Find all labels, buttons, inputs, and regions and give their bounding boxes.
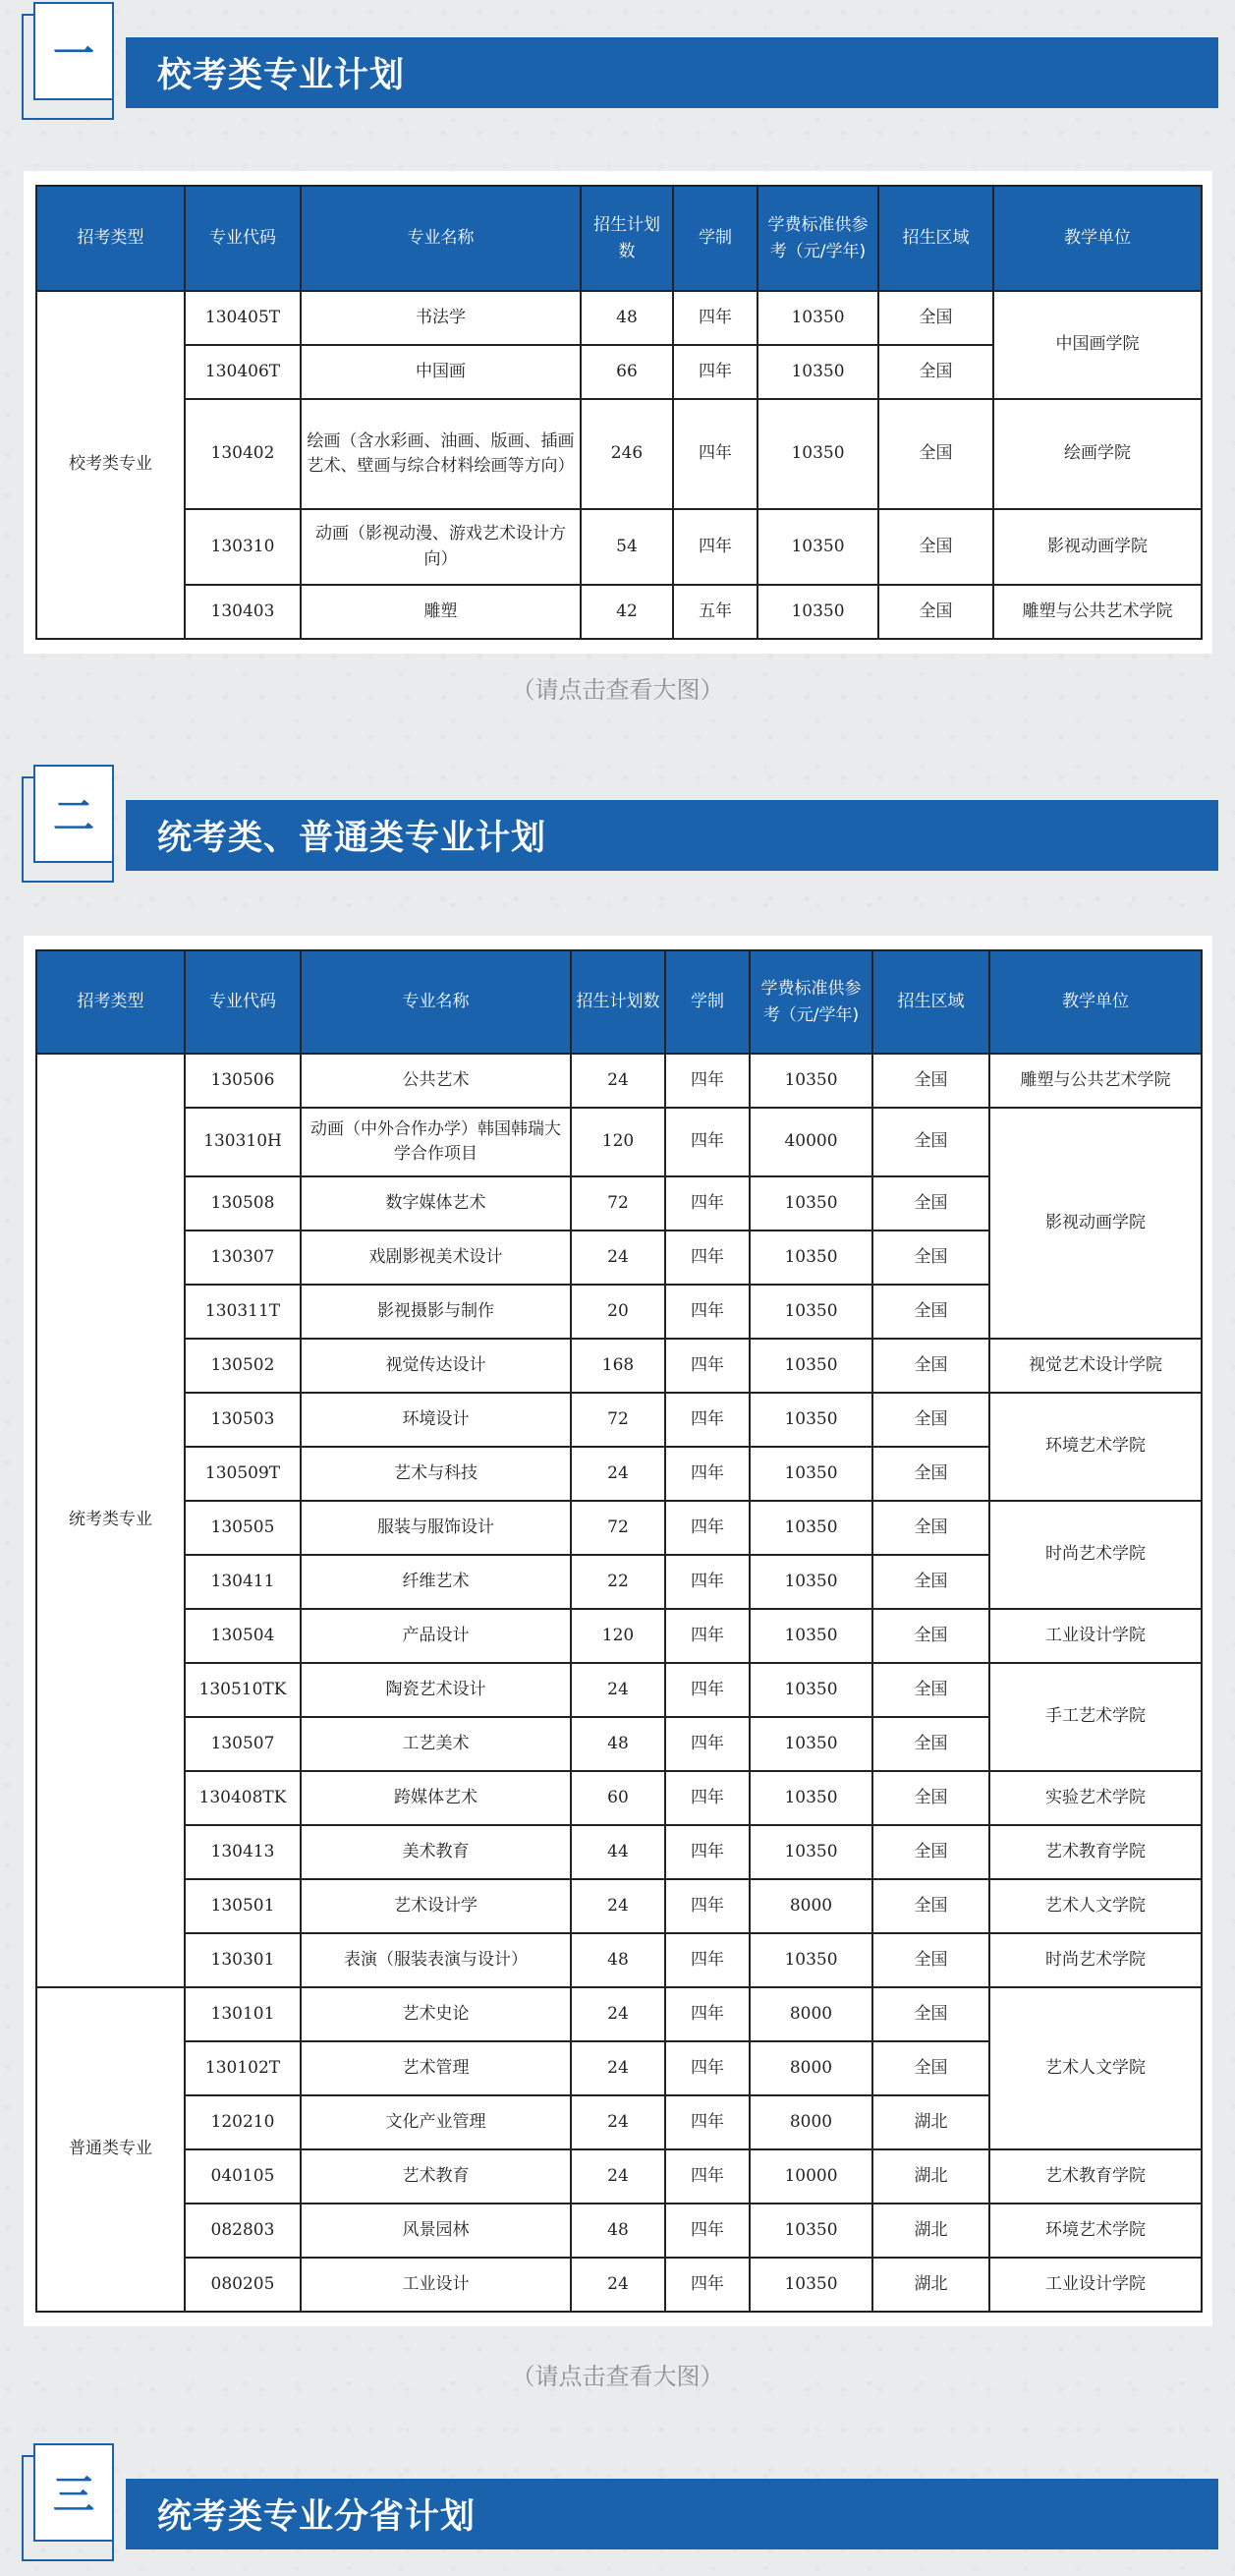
table-row bbox=[36, 1054, 1202, 1108]
fee-cell: 10350 bbox=[750, 1339, 872, 1393]
header-cell: 招生计划数 bbox=[581, 186, 673, 291]
plan-count-cell: 120 bbox=[571, 1609, 665, 1663]
code-cell: 130101 bbox=[185, 1987, 301, 2041]
table-row bbox=[36, 291, 1202, 345]
duration-cell: 四年 bbox=[665, 1663, 750, 1717]
major-name-cell: 艺术教育 bbox=[301, 2149, 571, 2204]
plan-count-cell: 66 bbox=[581, 345, 673, 399]
code-cell: 130405T bbox=[185, 291, 301, 345]
header-cell: 学费标准供参考（元/学年) bbox=[750, 950, 872, 1054]
duration-cell: 四年 bbox=[665, 1447, 750, 1501]
major-name-cell: 戏剧影视美术设计 bbox=[301, 1231, 571, 1285]
duration-cell: 四年 bbox=[665, 2041, 750, 2095]
code-cell: 130505 bbox=[185, 1501, 301, 1555]
major-name-cell: 跨媒体艺术 bbox=[301, 1771, 571, 1825]
region-cell: 湖北 bbox=[872, 2258, 989, 2312]
plan-table-card-1[interactable] bbox=[24, 171, 1212, 654]
fee-cell: 8000 bbox=[750, 2095, 872, 2149]
header-cell: 专业代码 bbox=[185, 186, 301, 291]
code-cell: 130408TK bbox=[185, 1771, 301, 1825]
header-cell: 招生区域 bbox=[872, 950, 989, 1054]
region-cell: 全国 bbox=[872, 1717, 989, 1771]
major-name-cell: 书法学 bbox=[301, 291, 581, 345]
plan-count-cell: 72 bbox=[571, 1393, 665, 1447]
plan-count-cell: 60 bbox=[571, 1771, 665, 1825]
region-cell: 湖北 bbox=[872, 2095, 989, 2149]
table-row bbox=[36, 509, 1202, 585]
view-large-image-link[interactable]: （请点击查看大图） bbox=[511, 2363, 724, 2390]
duration-cell: 四年 bbox=[665, 1555, 750, 1609]
fee-cell: 8000 bbox=[750, 1987, 872, 2041]
plan-count-cell: 48 bbox=[581, 291, 673, 345]
table-row bbox=[36, 1609, 1202, 1663]
plan-count-cell: 42 bbox=[581, 585, 673, 639]
major-name-cell: 工艺美术 bbox=[301, 1717, 571, 1771]
category-cell: 统考类专业 bbox=[36, 1054, 185, 1987]
header-cell: 学制 bbox=[673, 186, 758, 291]
header-cell: 教学单位 bbox=[993, 186, 1202, 291]
header-cell: 招考类型 bbox=[36, 186, 185, 291]
major-name-cell: 工业设计 bbox=[301, 2258, 571, 2312]
plan-count-cell: 24 bbox=[571, 2041, 665, 2095]
section-title: 校考类专业计划 bbox=[126, 37, 1218, 108]
major-name-cell: 纤维艺术 bbox=[301, 1555, 571, 1609]
section-header-2 bbox=[0, 763, 1235, 890]
code-cell: 130506 bbox=[185, 1054, 301, 1108]
table-row bbox=[36, 399, 1202, 509]
duration-cell: 四年 bbox=[665, 1231, 750, 1285]
code-cell: 120210 bbox=[185, 2095, 301, 2149]
section-header-1 bbox=[0, 0, 1235, 128]
fee-cell: 10350 bbox=[758, 291, 878, 345]
code-cell: 130102T bbox=[185, 2041, 301, 2095]
region-cell: 全国 bbox=[872, 1108, 989, 1176]
fee-cell: 10350 bbox=[750, 1609, 872, 1663]
fee-cell: 10350 bbox=[750, 1663, 872, 1717]
table-row bbox=[36, 1771, 1202, 1825]
unit-cell: 艺术教育学院 bbox=[989, 2149, 1202, 2204]
region-cell: 全国 bbox=[872, 1933, 989, 1987]
major-name-cell: 表演（服装表演与设计） bbox=[301, 1933, 571, 1987]
duration-cell: 四年 bbox=[665, 1285, 750, 1339]
fee-cell: 10350 bbox=[750, 1054, 872, 1108]
category-cell: 普通类专业 bbox=[36, 1987, 185, 2312]
plan-count-cell: 168 bbox=[571, 1339, 665, 1393]
code-cell: 130307 bbox=[185, 1231, 301, 1285]
unit-cell: 工业设计学院 bbox=[989, 2258, 1202, 2312]
fee-cell: 10350 bbox=[750, 1393, 872, 1447]
table-row bbox=[36, 1108, 1202, 1176]
region-cell: 全国 bbox=[872, 1879, 989, 1933]
duration-cell: 四年 bbox=[673, 399, 758, 509]
code-cell: 130413 bbox=[185, 1825, 301, 1879]
table-row bbox=[36, 1339, 1202, 1393]
fee-cell: 10350 bbox=[750, 1555, 872, 1609]
header-cell: 招生区域 bbox=[878, 186, 993, 291]
header-cell: 专业名称 bbox=[301, 950, 571, 1054]
plan-count-cell: 24 bbox=[571, 1231, 665, 1285]
plan-count-cell: 22 bbox=[571, 1555, 665, 1609]
duration-cell: 四年 bbox=[673, 291, 758, 345]
unit-cell: 工业设计学院 bbox=[989, 1609, 1202, 1663]
region-cell: 全国 bbox=[878, 585, 993, 639]
section-number: 二 bbox=[33, 765, 114, 863]
duration-cell: 四年 bbox=[665, 1717, 750, 1771]
major-name-cell: 绘画（含水彩画、油画、版画、插画艺术、壁画与综合材料绘画等方向） bbox=[301, 399, 581, 509]
plan-count-cell: 24 bbox=[571, 2149, 665, 2204]
table-header-row bbox=[36, 186, 1202, 291]
fee-cell: 10350 bbox=[750, 1285, 872, 1339]
plan-count-cell: 54 bbox=[581, 509, 673, 585]
region-cell: 全国 bbox=[872, 1231, 989, 1285]
fee-cell: 10350 bbox=[750, 1231, 872, 1285]
duration-cell: 四年 bbox=[665, 2149, 750, 2204]
code-cell: 040105 bbox=[185, 2149, 301, 2204]
duration-cell: 四年 bbox=[665, 2258, 750, 2312]
code-cell: 130507 bbox=[185, 1717, 301, 1771]
region-cell: 全国 bbox=[872, 1393, 989, 1447]
duration-cell: 四年 bbox=[665, 1054, 750, 1108]
section-header-3 bbox=[0, 2441, 1235, 2569]
table-row bbox=[36, 1663, 1202, 1717]
plan-count-cell: 72 bbox=[571, 1176, 665, 1231]
table-row bbox=[36, 1879, 1202, 1933]
unit-cell: 雕塑与公共艺术学院 bbox=[989, 1054, 1202, 1108]
code-cell: 130311T bbox=[185, 1285, 301, 1339]
region-cell: 湖北 bbox=[872, 2204, 989, 2258]
major-name-cell: 艺术设计学 bbox=[301, 1879, 571, 1933]
fee-cell: 10350 bbox=[750, 1933, 872, 1987]
region-cell: 全国 bbox=[878, 291, 993, 345]
region-cell: 全国 bbox=[872, 1825, 989, 1879]
region-cell: 全国 bbox=[872, 1609, 989, 1663]
major-name-cell: 数字媒体艺术 bbox=[301, 1176, 571, 1231]
plan-count-cell: 24 bbox=[571, 2258, 665, 2312]
region-cell: 全国 bbox=[878, 399, 993, 509]
plan-table-card-2[interactable] bbox=[24, 936, 1212, 2326]
table-row bbox=[36, 2204, 1202, 2258]
plan-count-cell: 24 bbox=[571, 1987, 665, 2041]
section-title: 统考类、普通类专业计划 bbox=[126, 800, 1218, 871]
major-name-cell: 动画（影视动漫、游戏艺术设计方向） bbox=[301, 509, 581, 585]
fee-cell: 10350 bbox=[750, 2258, 872, 2312]
code-cell: 130510TK bbox=[185, 1663, 301, 1717]
fee-cell: 10350 bbox=[758, 509, 878, 585]
fee-cell: 10350 bbox=[758, 585, 878, 639]
fee-cell: 8000 bbox=[750, 2041, 872, 2095]
major-name-cell: 艺术与科技 bbox=[301, 1447, 571, 1501]
table-row bbox=[36, 1501, 1202, 1555]
region-cell: 全国 bbox=[872, 1054, 989, 1108]
code-cell: 130508 bbox=[185, 1176, 301, 1231]
plan-count-cell: 48 bbox=[571, 1717, 665, 1771]
table-row bbox=[36, 2149, 1202, 2204]
region-cell: 全国 bbox=[872, 1771, 989, 1825]
duration-cell: 四年 bbox=[665, 1501, 750, 1555]
region-cell: 全国 bbox=[872, 2041, 989, 2095]
major-name-cell: 产品设计 bbox=[301, 1609, 571, 1663]
code-cell: 130301 bbox=[185, 1933, 301, 1987]
major-name-cell: 雕塑 bbox=[301, 585, 581, 639]
code-cell: 130403 bbox=[185, 585, 301, 639]
fee-cell: 40000 bbox=[750, 1108, 872, 1176]
duration-cell: 四年 bbox=[665, 1933, 750, 1987]
major-name-cell: 中国画 bbox=[301, 345, 581, 399]
duration-cell: 四年 bbox=[665, 2095, 750, 2149]
major-name-cell: 艺术管理 bbox=[301, 2041, 571, 2095]
unit-cell: 影视动画学院 bbox=[993, 509, 1202, 585]
major-name-cell: 环境设计 bbox=[301, 1393, 571, 1447]
duration-cell: 五年 bbox=[673, 585, 758, 639]
plan-count-cell: 24 bbox=[571, 2095, 665, 2149]
header-cell: 教学单位 bbox=[989, 950, 1202, 1054]
table-row bbox=[36, 1987, 1202, 2041]
unit-cell: 艺术教育学院 bbox=[989, 1825, 1202, 1879]
major-name-cell: 艺术史论 bbox=[301, 1987, 571, 2041]
plan-count-cell: 24 bbox=[571, 1663, 665, 1717]
section-title: 统考类专业分省计划 bbox=[126, 2479, 1218, 2549]
duration-cell: 四年 bbox=[673, 509, 758, 585]
major-name-cell: 公共艺术 bbox=[301, 1054, 571, 1108]
code-cell: 130310H bbox=[185, 1108, 301, 1176]
duration-cell: 四年 bbox=[665, 1393, 750, 1447]
region-cell: 全国 bbox=[878, 509, 993, 585]
code-cell: 130502 bbox=[185, 1339, 301, 1393]
section-number: 一 bbox=[33, 2, 114, 100]
region-cell: 湖北 bbox=[872, 2149, 989, 2204]
view-large-image-link[interactable]: （请点击查看大图） bbox=[511, 676, 724, 704]
duration-cell: 四年 bbox=[665, 2204, 750, 2258]
table-row bbox=[36, 1393, 1202, 1447]
unit-cell: 艺术人文学院 bbox=[989, 1879, 1202, 1933]
region-cell: 全国 bbox=[872, 1447, 989, 1501]
region-cell: 全国 bbox=[872, 1176, 989, 1231]
plan-count-cell: 48 bbox=[571, 1933, 665, 1987]
code-cell: 130411 bbox=[185, 1555, 301, 1609]
header-cell: 招生计划数 bbox=[571, 950, 665, 1054]
header-cell: 学制 bbox=[665, 950, 750, 1054]
unit-cell: 雕塑与公共艺术学院 bbox=[993, 585, 1202, 639]
table-header-row bbox=[36, 950, 1202, 1054]
duration-cell: 四年 bbox=[665, 1825, 750, 1879]
plan-count-cell: 48 bbox=[571, 2204, 665, 2258]
table-row bbox=[36, 1825, 1202, 1879]
code-cell: 082803 bbox=[185, 2204, 301, 2258]
major-name-cell: 服装与服饰设计 bbox=[301, 1501, 571, 1555]
unit-cell: 中国画学院 bbox=[993, 291, 1202, 399]
unit-cell: 环境艺术学院 bbox=[989, 2204, 1202, 2258]
fee-cell: 10350 bbox=[750, 2204, 872, 2258]
header-cell: 招考类型 bbox=[36, 950, 185, 1054]
code-cell: 130509T bbox=[185, 1447, 301, 1501]
duration-cell: 四年 bbox=[665, 1771, 750, 1825]
code-cell: 130310 bbox=[185, 509, 301, 585]
duration-cell: 四年 bbox=[665, 1339, 750, 1393]
major-name-cell: 文化产业管理 bbox=[301, 2095, 571, 2149]
table-row bbox=[36, 585, 1202, 639]
unit-cell: 艺术人文学院 bbox=[989, 1987, 1202, 2149]
duration-cell: 四年 bbox=[665, 1609, 750, 1663]
fee-cell: 10350 bbox=[750, 1825, 872, 1879]
code-cell: 130504 bbox=[185, 1609, 301, 1663]
section-number: 三 bbox=[33, 2443, 114, 2542]
region-cell: 全国 bbox=[872, 1663, 989, 1717]
category-cell: 校考类专业 bbox=[36, 291, 185, 639]
major-name-cell: 风景园林 bbox=[301, 2204, 571, 2258]
table-row bbox=[36, 1933, 1202, 1987]
fee-cell: 10350 bbox=[750, 1447, 872, 1501]
plan-count-cell: 24 bbox=[571, 1447, 665, 1501]
fee-cell: 10350 bbox=[750, 1176, 872, 1231]
header-cell: 专业代码 bbox=[185, 950, 301, 1054]
duration-cell: 四年 bbox=[673, 345, 758, 399]
duration-cell: 四年 bbox=[665, 1108, 750, 1176]
plan-table-1 bbox=[35, 185, 1203, 640]
fee-cell: 10350 bbox=[750, 1501, 872, 1555]
unit-cell: 视觉艺术设计学院 bbox=[989, 1339, 1202, 1393]
unit-cell: 环境艺术学院 bbox=[989, 1393, 1202, 1501]
duration-cell: 四年 bbox=[665, 1176, 750, 1231]
code-cell: 130501 bbox=[185, 1879, 301, 1933]
code-cell: 130503 bbox=[185, 1393, 301, 1447]
major-name-cell: 影视摄影与制作 bbox=[301, 1285, 571, 1339]
header-cell: 专业名称 bbox=[301, 186, 581, 291]
unit-cell: 时尚艺术学院 bbox=[989, 1501, 1202, 1609]
region-cell: 全国 bbox=[872, 1987, 989, 2041]
duration-cell: 四年 bbox=[665, 1987, 750, 2041]
code-cell: 130402 bbox=[185, 399, 301, 509]
fee-cell: 10350 bbox=[758, 399, 878, 509]
region-cell: 全国 bbox=[872, 1285, 989, 1339]
unit-cell: 绘画学院 bbox=[993, 399, 1202, 509]
plan-count-cell: 44 bbox=[571, 1825, 665, 1879]
fee-cell: 8000 bbox=[750, 1879, 872, 1933]
major-name-cell: 美术教育 bbox=[301, 1825, 571, 1879]
unit-cell: 时尚艺术学院 bbox=[989, 1933, 1202, 1987]
major-name-cell: 视觉传达设计 bbox=[301, 1339, 571, 1393]
plan-count-cell: 72 bbox=[571, 1501, 665, 1555]
plan-count-cell: 246 bbox=[581, 399, 673, 509]
plan-count-cell: 20 bbox=[571, 1285, 665, 1339]
plan-table-2 bbox=[35, 949, 1203, 2313]
region-cell: 全国 bbox=[872, 1501, 989, 1555]
region-cell: 全国 bbox=[872, 1555, 989, 1609]
unit-cell: 影视动画学院 bbox=[989, 1108, 1202, 1339]
unit-cell: 手工艺术学院 bbox=[989, 1663, 1202, 1771]
plan-count-cell: 120 bbox=[571, 1108, 665, 1176]
plan-count-cell: 24 bbox=[571, 1054, 665, 1108]
region-cell: 全国 bbox=[872, 1339, 989, 1393]
major-name-cell: 陶瓷艺术设计 bbox=[301, 1663, 571, 1717]
code-cell: 080205 bbox=[185, 2258, 301, 2312]
header-cell: 学费标准供参考（元/学年) bbox=[758, 186, 878, 291]
duration-cell: 四年 bbox=[665, 1879, 750, 1933]
fee-cell: 10350 bbox=[750, 1771, 872, 1825]
major-name-cell: 动画（中外合作办学）韩国韩瑞大学合作项目 bbox=[301, 1108, 571, 1176]
table-row bbox=[36, 2258, 1202, 2312]
plan-count-cell: 24 bbox=[571, 1879, 665, 1933]
unit-cell: 实验艺术学院 bbox=[989, 1771, 1202, 1825]
fee-cell: 10350 bbox=[758, 345, 878, 399]
fee-cell: 10350 bbox=[750, 1717, 872, 1771]
fee-cell: 10000 bbox=[750, 2149, 872, 2204]
region-cell: 全国 bbox=[878, 345, 993, 399]
code-cell: 130406T bbox=[185, 345, 301, 399]
